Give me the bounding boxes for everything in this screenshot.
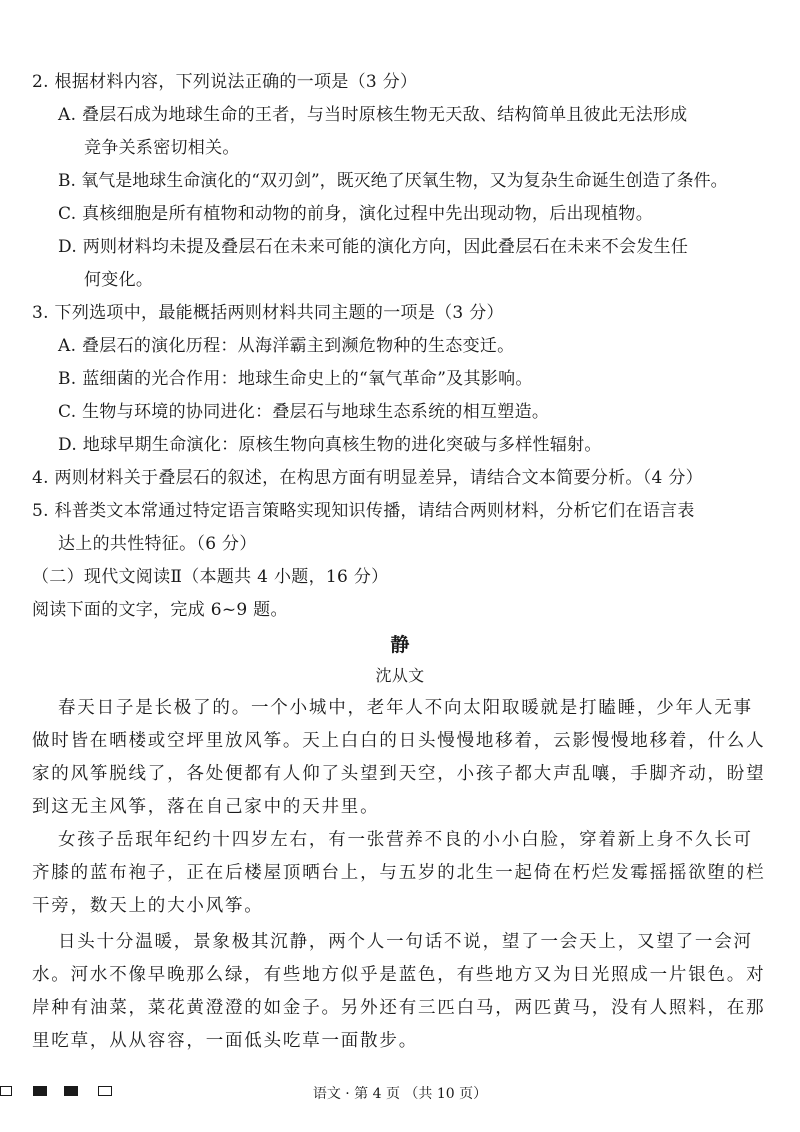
question-2-option-b: B. 氧气是地球生命演化的“双刃剑”，既灭绝了厌氧生物，又为复杂生命诞生创造了条件。 — [58, 171, 728, 191]
section-instruction: 阅读下面的文字，完成 6~9 题。 — [32, 600, 288, 620]
article-line: 干旁，数天上的大小风筝。 — [32, 896, 264, 916]
question-2-option-d-continued: 何变化。 — [84, 270, 154, 290]
question-2-option-c: C. 真核细胞是所有植物和动物的前身，演化过程中先出现动物，后出现植物。 — [58, 204, 654, 224]
question-2-option-a-continued: 竞争关系密切相关。 — [84, 138, 240, 158]
question-5-stem-continued: 达上的共性特征。（6 分） — [58, 534, 257, 554]
article-line: 女孩子岳珉年纪约十四岁左右，有一张营养不良的小小白脸，穿着新上身不久长可 — [58, 830, 753, 850]
section-heading: （二）现代文阅读Ⅱ（本题共 4 小题，16 分） — [32, 567, 389, 587]
question-5-stem: 5. 科普类文本常通过特定语言策略实现知识传播，请结合两则材料，分析它们在语言表 — [32, 501, 695, 521]
question-3-option-d: D. 地球早期生命演化：原核生物向真核生物的进化突破与多样性辐射。 — [58, 435, 602, 455]
article-line: 到这无主风筝，落在自己家中的天井里。 — [32, 797, 380, 817]
question-2-stem: 2. 根据材料内容，下列说法正确的一项是（3 分） — [32, 72, 418, 92]
article-title: 静 — [390, 634, 410, 656]
article-line: 春天日子是长极了的。一个小城中，老年人不向太阳取暖就是打瞌睡，少年人无事 — [58, 698, 753, 718]
article-line: 做时皆在晒楼或空坪里放风筝。天上白白的日头慢慢地移着，云影慢慢地移着，什么人 — [32, 731, 766, 751]
page-number: 语文 · 第 4 页 （共 10 页） — [312, 1086, 488, 1102]
article-line: 齐膝的蓝布袍子，正在后楼屋顶晒台上，与五岁的北生一起倚在朽烂发霉摇摇欲堕的栏 — [32, 863, 766, 883]
article-line: 岸种有油菜，菜花黄澄澄的如金子。另外还有三匹白马，两匹黄马，没有人照料，在那 — [32, 998, 766, 1018]
article-line: 日头十分温暖，景象极其沉静，两个人一句话不说，望了一会天上，又望了一会河 — [58, 932, 753, 952]
question-2-option-d: D. 两则材料均未提及叠层石在未来可能的演化方向，因此叠层石在未来不会发生任 — [58, 237, 689, 257]
question-2-option-a: A. 叠层石成为地球生命的王者，与当时原核生物无天敌、结构简单且彼此无法形成 — [58, 105, 688, 125]
question-3-option-c: C. 生物与环境的协同进化：叠层石与地球生态系统的相互塑造。 — [58, 402, 550, 422]
article-author: 沈从文 — [375, 666, 425, 685]
article-line: 家的风筝脱线了，各处便都有人仰了头望到天空，小孩子都大声乱嚷，手脚齐动，盼望 — [32, 764, 766, 784]
article-line: 水。河水不像早晚那么绿，有些地方似乎是蓝色，有些地方又为日光照成一片银色。对 — [32, 965, 766, 985]
question-4-stem: 4. 两则材料关于叠层石的叙述，在构思方面有明显差异，请结合文本简要分析。（4 分） — [32, 468, 703, 488]
question-3-option-a: A. 叠层石的演化历程：从海洋霸主到濒危物种的生态变迁。 — [58, 336, 515, 356]
question-3-option-b: B. 蓝细菌的光合作用：地球生命史上的“氧气革命”及其影响。 — [58, 369, 533, 389]
article-line: 里吃草，从从容容，一面低头吃草一面散步。 — [32, 1031, 418, 1051]
question-3-stem: 3. 下列选项中，最能概括两则材料共同主题的一项是（3 分） — [32, 303, 504, 323]
